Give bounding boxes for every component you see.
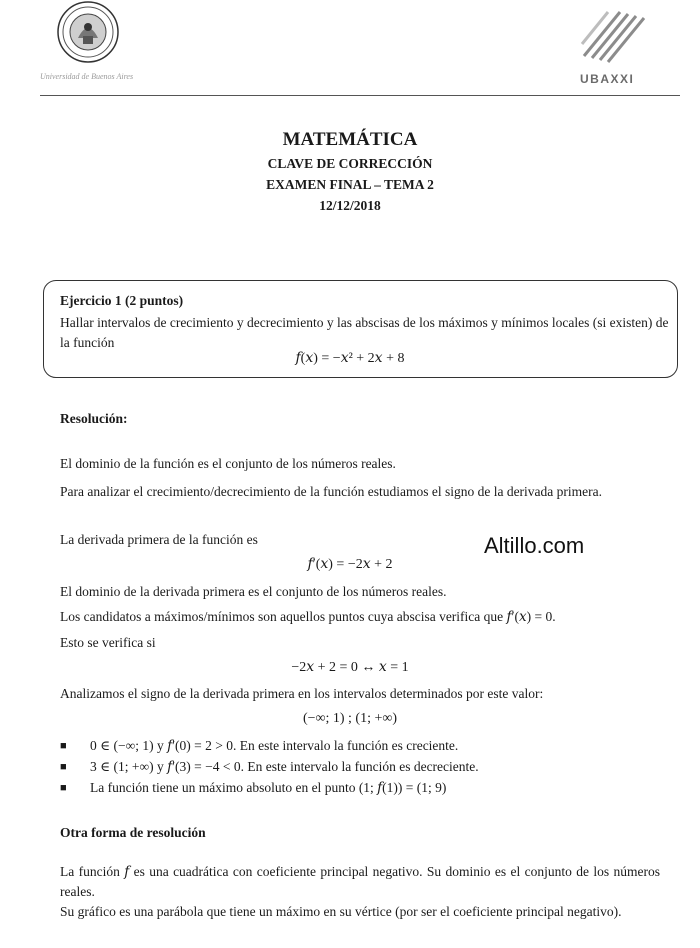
paragraph-domain: El dominio de la función es el conjunto de los números reales. bbox=[60, 456, 396, 471]
paragraph-derivative-domain: El dominio de la derivada primera es el conjunto de los números reales. bbox=[60, 584, 447, 599]
paragraph-analysis: Para analizar el crecimiento/decrecimiento de la función estudiamos el signo de la derivada primera. bbox=[60, 484, 603, 499]
seal-signature-text: Universidad de Buenos Aires bbox=[40, 72, 134, 81]
bullet-item: 0 ∈ (−∞; 1) y 𝑓′(0) = 2 > 0. En este intervalo la función es creciente. bbox=[90, 738, 459, 753]
paragraph-verify: Esto se verifica si bbox=[60, 635, 156, 650]
exercise-title: Ejercicio 1 (2 puntos) bbox=[60, 293, 184, 308]
bullet-marker: ■ bbox=[60, 740, 67, 752]
document-title: MATEMÁTICA bbox=[282, 129, 418, 150]
alternative-paragraph-1: La función 𝑓 es una cuadrática con coeficiente principal negativo. Su dominio es el conjunto de los números reales. bbox=[60, 864, 660, 899]
bullet-item: La función tiene un máximo absoluto en el punto (1; 𝑓(1)) = (1; 9) bbox=[90, 780, 447, 795]
exam-date: 12/12/2018 bbox=[319, 198, 381, 213]
exam-name: EXAMEN FINAL – TEMA 2 bbox=[266, 177, 434, 192]
paragraph-candidates: Los candidatos a máximos/mínimos son aquellos puntos cuya abscisa verifica que 𝑓′(𝑥) = 0. bbox=[60, 609, 556, 624]
ubaxxi-logo-icon bbox=[578, 4, 650, 64]
header-divider bbox=[40, 95, 680, 96]
exercise-statement: Hallar intervalos de crecimiento y decrecimiento y las abscisas de los máximos y mínimos locales (si existen) de la función bbox=[60, 315, 669, 350]
resolution-heading: Resolución: bbox=[60, 411, 128, 426]
alternative-paragraph-2: Su gráfico es una parábola que tiene un máximo en su vértice (por ser el coeficiente principal negativo). bbox=[60, 904, 622, 919]
exercise-formula: 𝑓(𝑥) = −𝑥² + 2𝑥 + 8 bbox=[295, 351, 405, 366]
ubaxxi-brand-text: UBAXXI bbox=[580, 72, 635, 86]
university-seal-logo bbox=[56, 0, 120, 64]
derivative-formula: 𝑓′(𝑥) = −2𝑥 + 2 bbox=[307, 557, 393, 572]
intervals: (−∞; 1) ; (1; +∞) bbox=[302, 711, 398, 726]
bullet-item: 3 ∈ (1; +∞) y 𝑓′(3) = −4 < 0. En este intervalo la función es decreciente. bbox=[90, 759, 479, 774]
bullet-marker: ■ bbox=[60, 782, 67, 794]
alternative-heading: Otra forma de resolución bbox=[60, 825, 206, 840]
critical-point-equation: −2𝑥 + 2 = 0 ↔ 𝑥 = 1 bbox=[291, 660, 409, 675]
paragraph-derivative-intro: La derivada primera de la función es bbox=[60, 532, 258, 547]
watermark-text: Altillo.com bbox=[484, 533, 585, 558]
document-subtitle: CLAVE DE CORRECCIÓN bbox=[267, 156, 433, 171]
paragraph-sign-analysis: Analizamos el signo de la derivada primera en los intervalos determinados por este valor: bbox=[60, 686, 544, 701]
bullet-marker: ■ bbox=[60, 761, 67, 773]
